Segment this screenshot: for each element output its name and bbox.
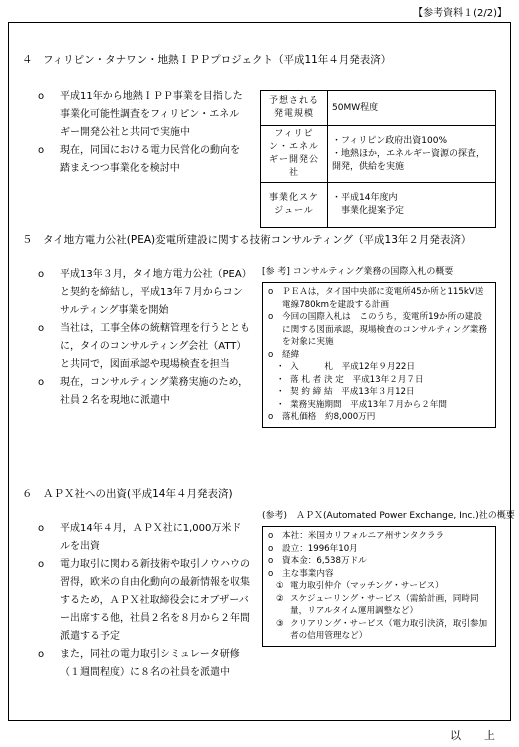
bullet-text: 平成13年３月，タイ地方電力公社（PEA）と契約を締結し，平成13年７月からコンサルティング事業を開始	[60, 269, 247, 316]
timeline-item	[268, 361, 490, 374]
bullet-mark: ・	[276, 374, 285, 385]
timeline-item	[268, 399, 490, 412]
apx-box	[262, 526, 496, 647]
bullet-mark: o	[268, 556, 274, 566]
section-6-bullets	[38, 520, 250, 682]
bullet-mark: o	[268, 287, 274, 297]
bullet-mark: o	[38, 323, 45, 334]
bullet-text: 平成11年から地熱ＩＰＰ事業を目指した事業化可能性調査をフィリピン・エネルギー開発公社と共同で実施中	[60, 91, 243, 138]
business-text: スケジューリング・サービス（需給計画，同時同量，リアルタイム運用調整など）	[290, 593, 479, 616]
bullet-mark: ①	[276, 581, 284, 591]
bullet-mark: o	[268, 531, 274, 541]
box-item	[268, 568, 490, 581]
bullet-item	[38, 520, 250, 556]
section-5-heading: ５ タイ地方電力公社(PEA)変電所建設に関する技術コンサルティング（平成13年２月発表済）	[22, 234, 472, 246]
box-item	[268, 349, 490, 362]
bullet-item	[38, 266, 250, 320]
business-item	[268, 618, 490, 643]
bullet-mark: o	[268, 412, 274, 422]
table-value: ・フィリピン政府出資100% ・地熱ほか，エネルギー資源の探査，開発，供給を実施	[328, 126, 496, 183]
business-text: 電力取引仲介（マッチング・サービス）	[290, 581, 444, 591]
box-item-text: ＰＥＡは，タイ国中央部に変電所45か所と115kV送電線780kmを建設する計画	[282, 287, 484, 310]
bullet-mark: o	[38, 269, 45, 280]
table-value: ・平成14年度内 事業化提案予定	[328, 183, 496, 228]
bullet-mark: o	[38, 523, 45, 534]
bullet-mark: ・	[276, 387, 285, 397]
bullet-mark: o	[268, 543, 274, 554]
bullet-mark: o	[268, 568, 274, 579]
consulting-box	[262, 282, 496, 428]
bullet-mark: ②	[276, 593, 284, 604]
reference-label: 【参考資料１(2/2)】	[413, 8, 507, 19]
box-item-text: 本社：米国カリフォルニア州サンタクララ	[282, 531, 445, 541]
section-4-bullets	[38, 88, 248, 178]
bullet-mark: o	[38, 649, 45, 660]
closing-text: 以 上	[450, 729, 501, 742]
table-row	[261, 91, 496, 126]
timeline-item	[268, 386, 490, 399]
timeline-text: 契 約 締 結 平成13年３月12日	[290, 387, 415, 397]
box-item-text: 主な事業内容	[282, 568, 334, 579]
business-text: クリアリング・サービス（電力取引決済，取引参加者の信用管理など）	[290, 618, 488, 641]
bullet-item	[38, 142, 248, 178]
bullet-text: 現在，コンサルティング業務実施のため，社員２名を現地に派遣中	[60, 377, 249, 406]
bullet-text: また，同社の電力取引シミュレータ研修（１週間程度）に８名の社員を派遣中	[60, 649, 240, 678]
table-key: 予想される発電規模	[261, 91, 328, 126]
box-item	[268, 311, 490, 349]
box-item-text: 経緯	[282, 349, 300, 360]
box-item	[268, 543, 490, 556]
bullet-mark: o	[38, 377, 45, 388]
box-item-text: 落札価格 約8,000万円	[282, 412, 376, 422]
bullet-item	[38, 556, 250, 646]
business-item	[268, 593, 490, 618]
table-key: フィリピン・エネルギー開発公社	[261, 126, 328, 183]
business-item	[268, 580, 490, 593]
bullet-item	[38, 374, 250, 410]
table-value: 50MW程度	[328, 91, 496, 126]
box-item-text: 設立：1996年10月	[282, 543, 358, 554]
bullet-text: 電力取引に関わる新技術や取引ノウハウの習得，欧米の自由化動向の最新情報を収集するため，ＡＰＸ社取締役会にオブザーバー出席する他，社員２名を８月から２年間派遣する予定	[60, 559, 250, 642]
section-5-bullets	[38, 266, 250, 410]
bullet-item	[38, 320, 250, 374]
bullet-mark: ③	[276, 618, 284, 629]
box-item-text: 今回の国際入札は このうち，変電所19か所の建設に関する図面承認，現場検査のコンサルティング業務を対象に実施	[282, 312, 487, 347]
bullet-mark: o	[38, 91, 45, 102]
section-4-heading: ４ フィリピン・タナワン・地熱ＩＰＰプロジェクト（平成11年４月発表済）	[22, 54, 392, 66]
timeline-text: 入 札 平成12年９月22日	[290, 362, 415, 372]
bullet-text: 当社は，工事全体の統轄管理を行うとともに，タイのコンサルティング会社（ATT）と共同で，図面承認や現場検査を担当	[60, 323, 250, 370]
bullet-item	[38, 88, 248, 142]
timeline-text: 落 札 者 決 定 平成13年２月７日	[290, 374, 424, 385]
timeline-item	[268, 374, 490, 387]
bullet-mark: o	[38, 559, 45, 570]
project-table	[260, 90, 496, 228]
bullet-mark: ・	[276, 362, 285, 372]
bullet-mark: o	[268, 312, 274, 322]
apx-box-title: (参考) ＡＰＸ(Automated Power Exchange, Inc.)社の概要	[262, 511, 515, 521]
bullet-mark: o	[268, 349, 274, 360]
box-item	[268, 555, 490, 568]
timeline-text: 業務実施期間 平成13年７月から２年間	[290, 399, 448, 410]
bullet-text: 平成14年４月，ＡＰＸ社に1,000万米ドルを出資	[60, 523, 242, 552]
bullet-item	[38, 646, 250, 682]
box-item	[268, 411, 490, 424]
table-key: 事業化スケジュール	[261, 183, 328, 228]
consulting-box-title: [参 考] コンサルティング業務の国際入札の概要	[262, 267, 454, 277]
box-item-text: 資本金：6,538万ドル	[282, 556, 367, 566]
box-item	[268, 530, 490, 543]
bullet-mark: ・	[276, 399, 285, 410]
table-row	[261, 126, 496, 183]
bullet-mark: o	[38, 145, 45, 156]
section-6-heading: ６ ＡＰＸ社への出資(平成14年４月発表済)	[22, 488, 233, 500]
table-row	[261, 183, 496, 228]
box-item	[268, 286, 490, 311]
bullet-text: 現在，同国における電力民営化の動向を踏まえつつ事業化を検討中	[60, 145, 240, 174]
